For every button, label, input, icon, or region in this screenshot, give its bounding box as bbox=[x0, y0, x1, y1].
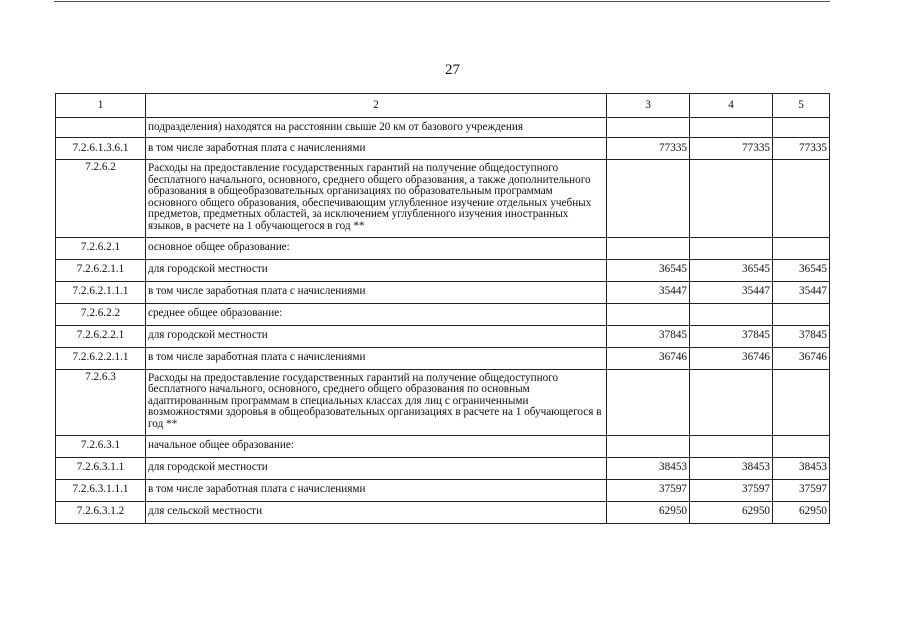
row-value-year-3: 35447 bbox=[773, 281, 830, 303]
row-code: 7.2.6.1.3.6.1 bbox=[56, 138, 146, 160]
table-row bbox=[56, 303, 830, 325]
row-code: 7.2.6.2 bbox=[56, 160, 146, 238]
row-value-year-3: 37597 bbox=[773, 479, 830, 501]
row-value-year-2 bbox=[690, 237, 773, 259]
table-header-row bbox=[56, 94, 830, 118]
column-header-3: 3 bbox=[607, 94, 690, 118]
row-description: Расходы на предоставление государственных гарантий на получение общедоступного бесплатного начального, основного, среднего общего образования по основным адаптированным программам в специальных классах для лиц с ограниченными возможностями здоровья в общеобразовательных организациях в расчете на 1 обучающегося в год ** bbox=[146, 369, 607, 435]
row-value-year-3 bbox=[773, 237, 830, 259]
row-value-year-2: 37845 bbox=[690, 325, 773, 347]
row-value-year-1: 37597 bbox=[607, 479, 690, 501]
row-value-year-1 bbox=[607, 303, 690, 325]
page-number: 27 bbox=[445, 62, 460, 78]
row-value-year-1: 62950 bbox=[607, 501, 690, 523]
row-value-year-2 bbox=[690, 118, 773, 138]
table-row bbox=[56, 138, 830, 160]
row-description: для городской местности bbox=[146, 259, 607, 281]
row-value-year-1: 77335 bbox=[607, 138, 690, 160]
row-value-year-3: 77335 bbox=[773, 138, 830, 160]
row-value-year-2 bbox=[690, 435, 773, 457]
row-code: 7.2.6.3 bbox=[56, 369, 146, 435]
row-code: 7.2.6.2.2 bbox=[56, 303, 146, 325]
row-code: 7.2.6.2.2.1.1 bbox=[56, 347, 146, 369]
row-value-year-1: 35447 bbox=[607, 281, 690, 303]
row-code: 7.2.6.2.1.1 bbox=[56, 259, 146, 281]
table-row bbox=[56, 457, 830, 479]
table-row bbox=[56, 435, 830, 457]
row-value-year-3: 36746 bbox=[773, 347, 830, 369]
row-description: начальное общее образование: bbox=[146, 435, 607, 457]
row-value-year-1 bbox=[607, 435, 690, 457]
row-code: 7.2.6.3.1.1 bbox=[56, 457, 146, 479]
row-description: для городской местности bbox=[146, 325, 607, 347]
table-row bbox=[56, 160, 830, 238]
row-value-year-1: 37845 bbox=[607, 325, 690, 347]
row-value-year-2: 77335 bbox=[690, 138, 773, 160]
row-description: основное общее образование: bbox=[146, 237, 607, 259]
column-header-5: 5 bbox=[773, 94, 830, 118]
row-code: 7.2.6.3.1.1.1 bbox=[56, 479, 146, 501]
row-value-year-3: 36545 bbox=[773, 259, 830, 281]
column-header-4: 4 bbox=[690, 94, 773, 118]
row-value-year-1: 36746 bbox=[607, 347, 690, 369]
row-value-year-3: 62950 bbox=[773, 501, 830, 523]
table-row bbox=[56, 118, 830, 138]
row-code: 7.2.6.2.2.1 bbox=[56, 325, 146, 347]
table-row bbox=[56, 325, 830, 347]
row-value-year-3 bbox=[773, 118, 830, 138]
row-value-year-3 bbox=[773, 369, 830, 435]
column-header-1: 1 bbox=[56, 94, 146, 118]
table-row bbox=[56, 479, 830, 501]
row-code: 7.2.6.3.1 bbox=[56, 435, 146, 457]
row-value-year-2 bbox=[690, 303, 773, 325]
row-value-year-2: 36545 bbox=[690, 259, 773, 281]
row-value-year-2 bbox=[690, 369, 773, 435]
scan-top-edge-line bbox=[54, 1, 830, 2]
row-value-year-2: 38453 bbox=[690, 457, 773, 479]
row-value-year-2: 37597 bbox=[690, 479, 773, 501]
row-value-year-1: 38453 bbox=[607, 457, 690, 479]
row-description: в том числе заработная плата с начислениями bbox=[146, 479, 607, 501]
table-row bbox=[56, 259, 830, 281]
row-value-year-1: 36545 bbox=[607, 259, 690, 281]
row-value-year-1 bbox=[607, 237, 690, 259]
row-description: в том числе заработная плата с начислениями bbox=[146, 138, 607, 160]
table-row bbox=[56, 281, 830, 303]
row-code: 7.2.6.3.1.2 bbox=[56, 501, 146, 523]
row-description: среднее общее образование: bbox=[146, 303, 607, 325]
row-description: для городской местности bbox=[146, 457, 607, 479]
table-row bbox=[56, 369, 830, 435]
row-description: Расходы на предоставление государственных гарантий на получение общедоступного бесплатного начального, основного, среднего общего образования, а также дополнительного образования в общеобразовательных организациях по образовательным программам основного общего образования, обеспечивающим углубленное изучение отдельных учебных предметов, предметных областей, за исключением углубленного изучения иностранных языков, в расчете на 1 обучающегося в год ** bbox=[146, 160, 607, 238]
table-row bbox=[56, 347, 830, 369]
row-code: 7.2.6.2.1.1.1 bbox=[56, 281, 146, 303]
row-description: подразделения) находятся на расстоянии свыше 20 км от базового учреждения bbox=[146, 118, 607, 138]
row-value-year-3: 37845 bbox=[773, 325, 830, 347]
row-value-year-1 bbox=[607, 160, 690, 238]
row-description: для сельской местности bbox=[146, 501, 607, 523]
row-value-year-2: 62950 bbox=[690, 501, 773, 523]
row-value-year-1 bbox=[607, 369, 690, 435]
row-description: в том числе заработная плата с начислениями bbox=[146, 281, 607, 303]
row-value-year-3: 38453 bbox=[773, 457, 830, 479]
row-value-year-2: 35447 bbox=[690, 281, 773, 303]
row-value-year-1 bbox=[607, 118, 690, 138]
row-value-year-2: 36746 bbox=[690, 347, 773, 369]
table-row bbox=[56, 501, 830, 523]
budget-norms-table bbox=[55, 93, 830, 524]
column-header-2: 2 bbox=[146, 94, 607, 118]
row-code bbox=[56, 118, 146, 138]
row-value-year-3 bbox=[773, 435, 830, 457]
table-row bbox=[56, 237, 830, 259]
row-value-year-3 bbox=[773, 160, 830, 238]
row-value-year-2 bbox=[690, 160, 773, 238]
row-description: в том числе заработная плата с начислениями bbox=[146, 347, 607, 369]
row-value-year-3 bbox=[773, 303, 830, 325]
row-code: 7.2.6.2.1 bbox=[56, 237, 146, 259]
